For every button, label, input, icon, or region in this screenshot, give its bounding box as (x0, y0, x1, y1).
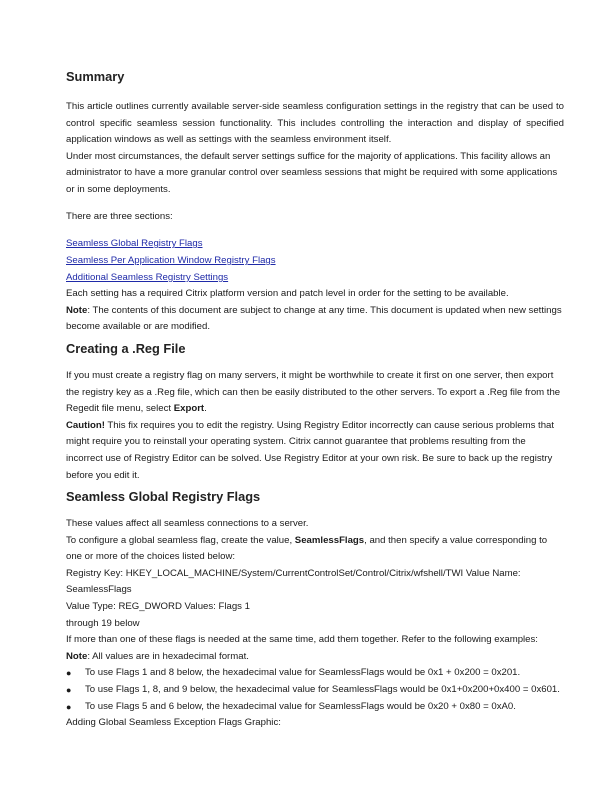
link-additional-registry-settings[interactable]: Additional Seamless Registry Settings (66, 272, 229, 284)
reg-file-text-end: . (204, 403, 207, 415)
spacer (66, 199, 564, 209)
configure-text: To configure a global seamless flag, create the value, (66, 534, 295, 546)
export-menu-item-text: Export (173, 403, 205, 415)
summary-intro: This article outlines currently available server-side seamless configuration settings in the registry that can be used to control specific seamless session functionality. This includes controlling the interaction and display of specified application windows as well as settings with the seamless environment itself. (66, 101, 564, 146)
caution-label: Caution! (66, 419, 105, 431)
reg-file-paragraph (66, 368, 564, 418)
combine-flags-text: If more than one of these flags is needed at the same time, add them together. Refer to the following examples: (66, 634, 538, 646)
link-per-application-window-flags[interactable]: Seamless Per Application Window Registry Flags (66, 255, 276, 267)
summary-heading: Summary (66, 69, 125, 84)
hex-note-text: : All values are in hexadecimal format. (87, 650, 249, 662)
caution-text: This fix requires you to edit the registry. Using Registry Editor incorrectly can cause serious problems that might require you to reinstall your operating system. Citrix cannot guarantee that problems resulting from the incorrect use of Registry Editor can be solved. Use Registry Editor at your own risk. Be sure to back up the registry before you edit it. (66, 419, 555, 481)
list-item (66, 665, 564, 682)
reg-file-heading: Creating a .Reg File (66, 340, 186, 356)
seamlessflags-value-name: SeamlessFlags (294, 534, 365, 546)
bullet-icon: ● (66, 685, 72, 696)
link-global-registry-flags[interactable]: Seamless Global Registry Flags (66, 238, 203, 250)
global-flags-heading: Seamless Global Registry Flags (66, 489, 261, 505)
bullet-icon: ● (66, 701, 72, 712)
value-type-line: Value Type: REG_DWORD Values: Flags 1 (66, 601, 250, 613)
list-item (66, 682, 564, 699)
global-flags-configure (66, 533, 564, 566)
registry-key-line: Registry Key: HKEY_LOCAL_MACHINE/System/CurrentControlSet/Control/Citrix/wfshell/TWI Value Name: SeamlessFlags (66, 567, 521, 596)
configure-text-end: , and then specify a value corresponding to one or more of the choices listed below: (66, 534, 548, 563)
hex-note (66, 649, 564, 666)
example-text: To use Flags 1 and 8 below, the hexadecimal value for SeamlessFlags would be 0x1 + 0x200 = 0x201. (85, 667, 521, 679)
caution-paragraph (66, 418, 564, 484)
through-line: through 19 below (66, 617, 140, 629)
document-body (66, 68, 564, 732)
summary-circumstances: Under most circumstances, the default server settings suffice for the majority of applications. This facility allows an administrator to have a more granular control over seamless sessions that might be required with some applications or in some deployments. (66, 150, 558, 195)
global-flags-affect: These values affect all seamless connections to a server. (66, 518, 309, 530)
note-text: : The contents of this document are subject to change at any time. This document is updated when new settings become available or are modified. (66, 304, 562, 333)
three-sections-text: There are three sections: (66, 210, 173, 222)
spacer (66, 225, 564, 235)
example-text: To use Flags 5 and 6 below, the hexadecimal value for SeamlessFlags would be 0x20 + 0x80 = 0xA0. (85, 700, 516, 712)
each-setting-text: Each setting has a required Citrix platform version and patch level in order for the setting to be available. (66, 288, 509, 300)
hex-note-label: Note (66, 650, 88, 662)
bullet-icon: ● (66, 668, 72, 679)
note-label: Note (66, 304, 88, 316)
list-item (66, 699, 564, 716)
summary-note (66, 303, 564, 336)
example-text: To use Flags 1, 8, and 9 below, the hexadecimal value for SeamlessFlags would be 0x1+0x200+0x400 = 0x601. (85, 684, 560, 696)
examples-list (66, 665, 564, 715)
reg-file-text: If you must create a registry flag on many servers, it might be worthwhile to create it first on one server, then export the registry key as a .Reg file, which can then be easily distributed to the other servers. To export a .Reg file from the Regedit file menu, select (66, 369, 561, 415)
adding-graphic-caption: Adding Global Seamless Exception Flags Graphic: (66, 717, 281, 729)
